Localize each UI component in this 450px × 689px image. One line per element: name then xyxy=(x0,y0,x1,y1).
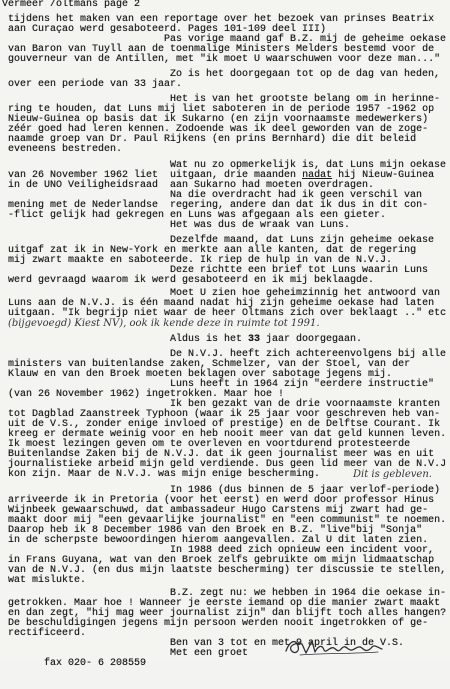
text-line: getrokken. Maar hoe ! Wanneer je eerste iemand op die manier zwart maakt xyxy=(8,598,441,609)
text-line: aan Curaçao werd gesaboteerd. Pages 101-109 deel III) xyxy=(8,24,327,35)
text-line: ring te houden, dat Luns mij liet saboteren in de periode 1957 -1962 op xyxy=(8,104,435,115)
text-line: Buitenlandse Zaken bij de N.V.J. dat ik geen journalist meer was en uit xyxy=(8,449,435,460)
text-line: tot Dagblad Zaanstreek Typhoon (waar ik 25 jaar voor geschreven heb van- xyxy=(8,409,441,420)
text-line: uit de V.S., zonder enige invloed of prestige) en de Delftse Courant. Ik xyxy=(8,419,441,430)
text-line: Het is van het grootste belang om in herinne- xyxy=(170,94,441,105)
text-line: Ik ben gezakt van de drie voornaamste kranten xyxy=(170,399,441,410)
text-line: van de N.V.J. (en dus mijn laatste bescherming) ter discussie te stellen, xyxy=(8,565,447,576)
fax-number: fax 020- 6 208559 xyxy=(44,658,147,669)
text-line: eveneens bestreden. xyxy=(8,144,123,155)
text-line: Luns aan de N.V.J. is één maand nadat hij zijn geheime oekase had laten xyxy=(8,298,435,309)
text-line: mij zwart maakte en saboteerde. Ik riep de hulp in van de N.V.J. xyxy=(8,255,393,266)
text-line: over een periode van 33 jaar. xyxy=(8,79,183,90)
text-fragment: van 26 November 1962 liet uitgaan, drie maanden xyxy=(8,170,303,181)
text-line: De N.V.J. heeft zich achtereenvolgens bij alle xyxy=(170,349,447,360)
text-line: gouverneur van de Antillen, met "ik moet U waarschuwen voor deze man..." xyxy=(8,54,441,65)
text-line: Deze richtte een brief tot Luns waarin Luns xyxy=(170,265,429,276)
text-line: uitgaf zat ik in New-York en merkte aan alle kanten, dat de regering xyxy=(8,245,417,256)
text-line xyxy=(8,470,450,480)
underlined-word: nadat xyxy=(302,170,333,181)
text-line: uitgaan. "Ik begrijp niet waar de heer Oltmans zich over beklaagt .." etc xyxy=(8,308,447,319)
text-line: rectificeerd. xyxy=(8,628,87,639)
text-line: Ik moest lezingen geven om te overleven en voortdurend protesteerde xyxy=(8,439,411,450)
text-line: Pas vorige maand gaf B.Z. mij de geheime oekase xyxy=(164,34,447,45)
text-line: Nieuw-Guinea op basis dat ik Sukarno (en zijn voornaamste medewerkers) xyxy=(8,114,429,125)
text-fragment: jaar doorgegaan. xyxy=(260,334,363,345)
text-line: journalistieke arbeid mijn geld verdiende. Dus geen lid meer van de N.V.J xyxy=(8,459,447,470)
text-line: in de scherpste bewoordingen hierom aangevallen. Zal U dit laten zien. xyxy=(8,535,429,546)
text-line: tijdens het maken van een reportage over het bezoek van prinses Beatrix xyxy=(8,14,435,25)
text-line: wat mislukte. xyxy=(8,575,87,586)
text-line: naamde groep van Dr. Paul Rijkens (en prins Bernhard) die dit beleid xyxy=(8,134,417,145)
text-line: Ben van 3 tot en met 9 april in de V.S. xyxy=(170,638,405,649)
text-line: van Baron van Tuyll aan de toenmalige Ministers Melders bestemd voor de xyxy=(8,44,435,55)
text-fragment: hij Nieuw-Guinea xyxy=(332,170,435,181)
text-line: In 1986 (dus binnen de 5 jaar verlof-periode) xyxy=(170,485,441,496)
text-line: Wijnbeek gewaarschuwd, dat ambassadeur Hugo Carstens mij zwart had ge- xyxy=(8,505,429,516)
closing-greeting: Met een groet xyxy=(170,648,249,659)
text-line: B.Z. zegt nu: we hebben in 1964 die oekase in- xyxy=(170,588,447,599)
text-line: In 1988 deed zich opnieuw een incident voor, xyxy=(170,545,435,556)
text-line: ministers van buitenlandse zaken, Schmelzer, van der Stoel, van der xyxy=(8,359,411,370)
overtyped-number: 33 xyxy=(248,334,261,345)
text-line: mening met de Nederlandse regering, andere dan dat ik dus in dit con- xyxy=(8,200,429,211)
text-line: Wat nu zo opmerkelijk is, dat Luns mijn oekase xyxy=(170,160,447,171)
text-line: arriveerde ik in Pretoria (voor het eerst) en werd door professor Hinus xyxy=(8,495,435,506)
text-line: in Frans Guyana, wat van den Broek zelfs gebruikte om mijn lidmaatschap xyxy=(8,555,435,566)
text-line: Zo is het doorgegaan tot op de dag van heden, xyxy=(170,69,441,80)
text-line: Na die overdracht had ik geen verschil van xyxy=(170,190,423,201)
text-line: en dan zegt, "hij mag weer journalist zijn" dan blijft toch alles hangen? xyxy=(8,608,447,619)
handwritten-note: (bijgevoegd) Kiest NV), ook ik kende deze in ruimte tot 1991. xyxy=(8,318,320,329)
text-fragment: kon zijn. Maar de N.V.J. was mijn enige bescherming. xyxy=(8,469,321,480)
text-line: Het was dus de wraak van Luns. xyxy=(170,220,351,231)
text-line: Moet U zien hoe geheimzinnig het antwoord van xyxy=(170,288,441,299)
text-line: (van 26 November 1962) ingetrokken. Maar hoe ! xyxy=(8,389,285,400)
text-line xyxy=(8,335,450,345)
page-header: Vermeer /oltmans page 2 xyxy=(2,0,141,10)
text-line: De beschuldigingen jegens mijn persoon werden nooit ingetrokken of ge- xyxy=(8,618,429,629)
text-line: zéér goed had leren kennen. Zodoende was ik deel geworden van de zoge- xyxy=(8,124,429,135)
text-line: Daarop heb ik 8 December 1986 van den Broek en B.Z. "live"bij "Sonja" xyxy=(8,525,423,536)
signature xyxy=(282,636,386,658)
text-line: Luns heeft in 1964 zijn "eerdere instructie" xyxy=(170,379,435,390)
letter-body xyxy=(8,14,450,669)
handwritten-margin-note: Dit is gebleven. xyxy=(353,469,432,480)
text-line: Klauw en van den Broek moeten beklagen over sabotage jegens mij. xyxy=(8,369,393,380)
text-line: kreeg er dermate weinig voor en heb nooit meer van dat geld kunnen leven. xyxy=(8,429,447,440)
text-fragment: Aldus is het xyxy=(170,334,249,345)
text-line: -flict gelijk had gekregen en Luns was afgegaan als een gieter. xyxy=(8,210,387,221)
text-line: maakt door mij "een gevaarlijke journalist" en "een communist" te noemen. xyxy=(8,515,447,526)
text-line: werd gevraagd waarom ik werd gesaboteerd en ik mij beklaagde. xyxy=(8,275,375,286)
text-line: Dezelfde maand, dat Luns zijn geheime oekase xyxy=(170,235,435,246)
text-line: in de UNO Veiligheidsraad aan Sukarno had moeten overdragen. xyxy=(8,180,375,191)
